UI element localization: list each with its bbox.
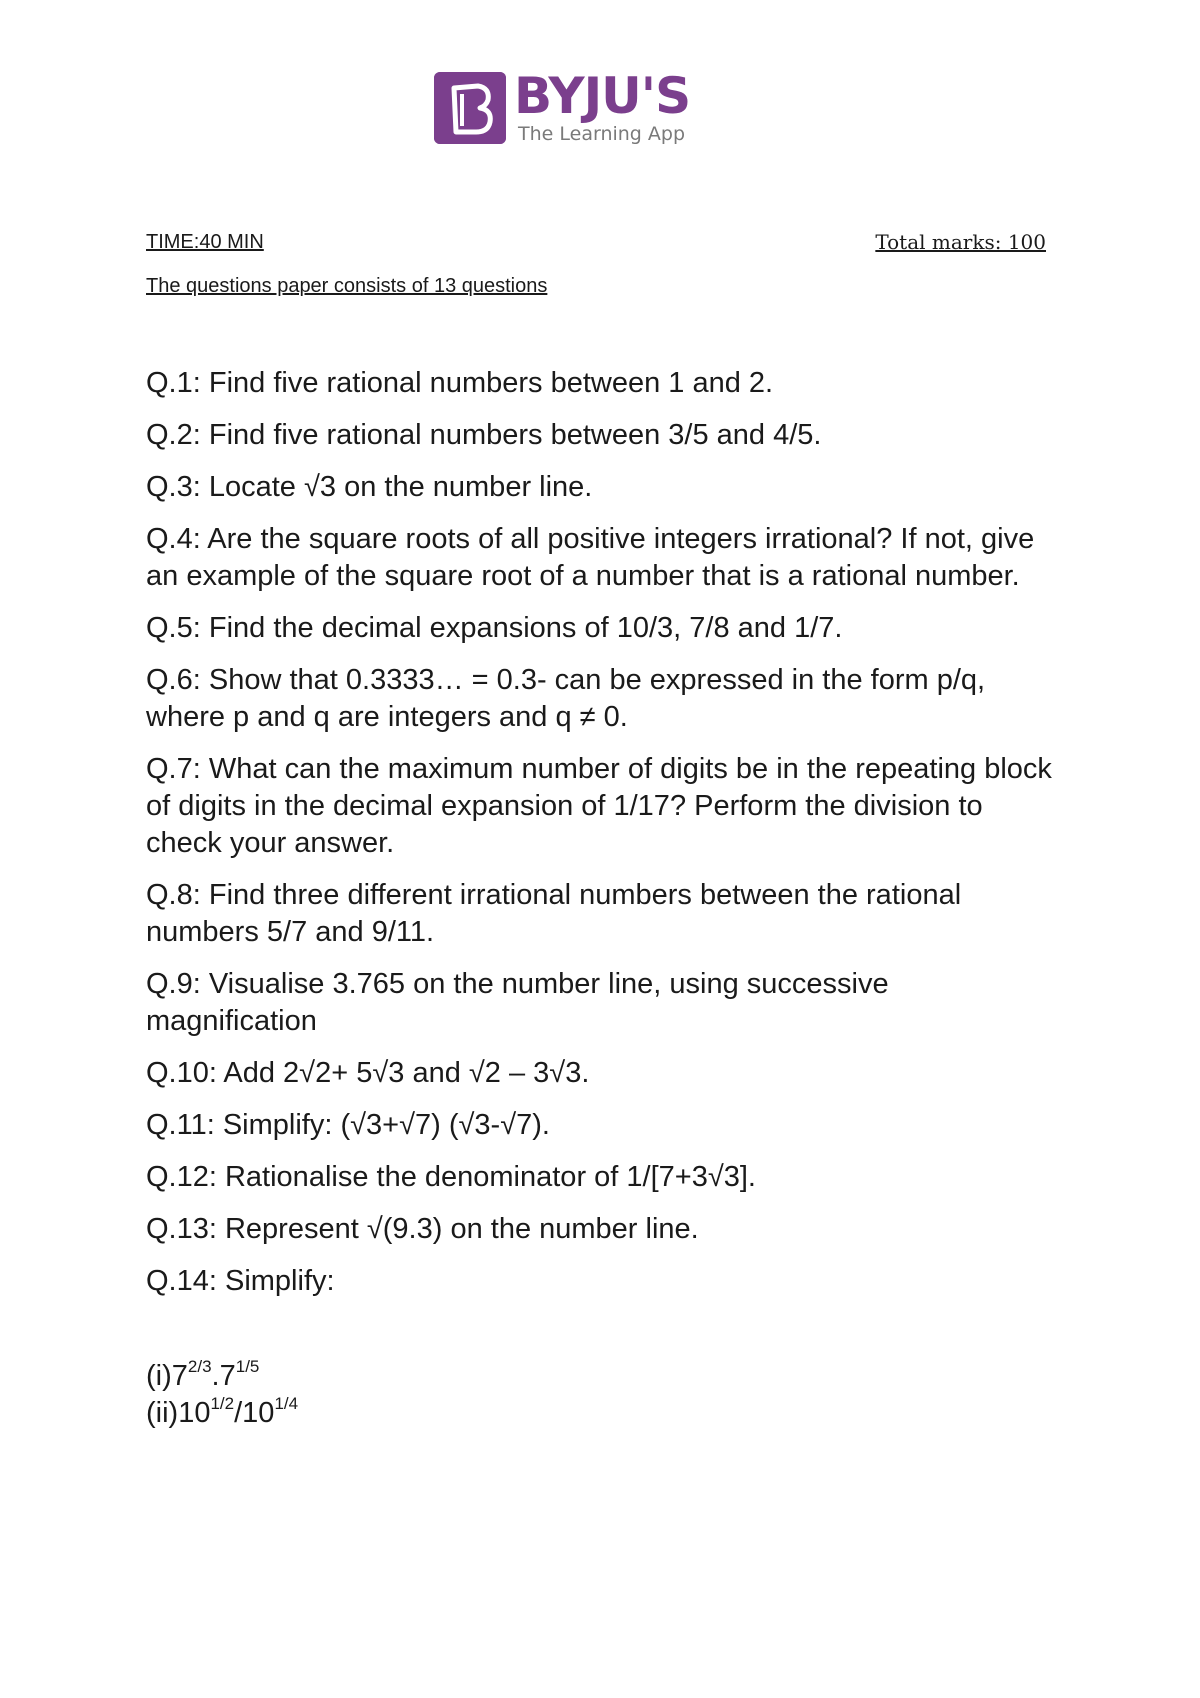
- question-5: Q.5: Find the decimal expansions of 10/3, 7/8 and 1/7.: [146, 612, 843, 644]
- logo-brand: BYJU'S: [514, 67, 691, 125]
- question-4: Q.4: Are the square roots of all positive integers irrational? If not, give an example of the square root of a number that is a rational number.: [146, 523, 1035, 592]
- question-14: Q.14: Simplify:: [146, 1265, 335, 1297]
- question-7: Q.7: What can the maximum number of digits be in the repeating block of digits in the decimal expansion of 1/17? Perform the division to check your answer.: [146, 753, 1052, 859]
- time-label: TIME:40 MIN: [146, 231, 264, 253]
- logo-text: [514, 67, 691, 145]
- sub-part-ii-prefix: (ii): [146, 1397, 179, 1429]
- question-1: Q.1: Find five rational numbers between 1 and 2.: [146, 367, 774, 399]
- byjus-b-icon: [434, 72, 506, 144]
- question-3: Q.3: Locate √3 on the number line.: [146, 471, 593, 503]
- question-11: Q.11: Simplify: (√3+√7) (√3-√7).: [146, 1109, 550, 1141]
- sub-part-ii-exponent2: 1/4: [274, 1394, 299, 1413]
- question-14-sub-parts: [146, 1358, 298, 1432]
- sub-part-i-separator: .: [211, 1360, 220, 1392]
- question-count-note: The questions paper consists of 13 questions: [146, 275, 548, 297]
- sub-part-ii-exponent1: 1/2: [210, 1394, 235, 1413]
- question-10: Q.10: Add 2√2+ 5√3 and √2 – 3√3.: [146, 1057, 590, 1089]
- question-13: Q.13: Represent √(9.3) on the number line.: [146, 1213, 699, 1245]
- question-9: Q.9: Visualise 3.765 on the number line, using successive magnification: [146, 968, 889, 1037]
- sub-part-i: [146, 1358, 298, 1395]
- question-list: [146, 365, 1066, 1315]
- sub-part-i-exponent1: 2/3: [187, 1357, 212, 1376]
- sub-part-i-exponent2: 1/5: [235, 1357, 260, 1376]
- logo-tagline: The Learning App: [518, 123, 686, 145]
- sub-part-i-base1: 7: [171, 1360, 188, 1392]
- total-marks-label: Total marks: 100: [875, 230, 1046, 254]
- byjus-logo: [434, 67, 691, 146]
- sub-part-ii-base1: 10: [178, 1397, 211, 1429]
- sub-part-ii-separator: /: [234, 1397, 243, 1429]
- question-12: Q.12: Rationalise the denominator of 1/[7+3√3].: [146, 1161, 756, 1193]
- question-6: Q.6: Show that 0.3333… = 0.3- can be expressed in the form p/q, where p and q are integers and q ≠ 0.: [146, 664, 986, 733]
- sub-part-i-base2: 7: [219, 1360, 236, 1392]
- question-8: Q.8: Find three different irrational numbers between the rational numbers 5/7 and 9/11.: [146, 879, 962, 948]
- sub-part-ii: [146, 1395, 298, 1432]
- sub-part-ii-base2: 10: [242, 1397, 275, 1429]
- question-2: Q.2: Find five rational numbers between 3/5 and 4/5.: [146, 419, 822, 451]
- sub-part-i-prefix: (i): [146, 1360, 172, 1392]
